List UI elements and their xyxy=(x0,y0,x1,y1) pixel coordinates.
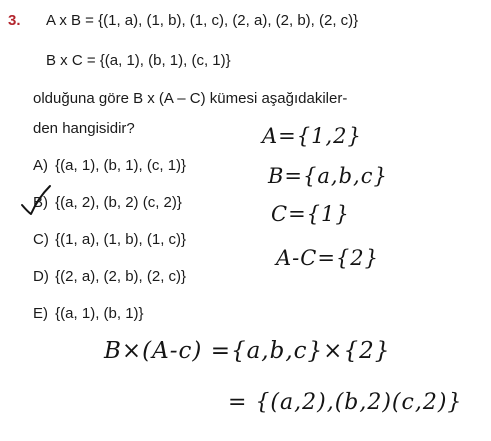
option-a-text: {(a, 1), (b, 1), (c, 1)} xyxy=(55,157,187,174)
question-prompt-line1: olduğuna göre B x (A – C) kümesi aşağıdakiler- xyxy=(33,90,348,107)
handwritten-work-line2: = {(a,2),(b,2)(c,2)} xyxy=(228,390,463,415)
question-number: 3. xyxy=(8,12,21,29)
handwritten-set-b: B={a,b,c} xyxy=(268,164,388,188)
handwritten-a-minus-c: A-C={2} xyxy=(276,246,380,270)
option-b-letter: B) xyxy=(33,194,48,211)
handwritten-set-a: A={1,2} xyxy=(262,124,362,148)
option-d-text: {(2, a), (2, b), (2, c)} xyxy=(55,268,187,285)
handwritten-set-c: C={1} xyxy=(271,202,350,226)
handwritten-work-line1: B×(A-c) ={a,b,c}×{2} xyxy=(104,338,391,364)
option-c-text: {(1, a), (1, b), (1, c)} xyxy=(55,231,187,248)
option-e-text: {(a, 1), (b, 1)} xyxy=(55,305,144,322)
option-c-letter: C) xyxy=(33,231,49,248)
given-set-b-times-c: B x C = {(a, 1), (b, 1), (c, 1)} xyxy=(46,52,231,69)
question-prompt-line2: den hangisidir? xyxy=(33,120,135,137)
given-set-a-times-b: A x B = {(1, a), (1, b), (1, c), (2, a), (2, b), (2, c)} xyxy=(46,12,359,29)
option-e-letter: E) xyxy=(33,305,48,322)
option-b-text: {(a, 2), (b, 2) (c, 2)} xyxy=(55,194,182,211)
option-d-letter: D) xyxy=(33,268,49,285)
option-a-letter: A) xyxy=(33,157,48,174)
